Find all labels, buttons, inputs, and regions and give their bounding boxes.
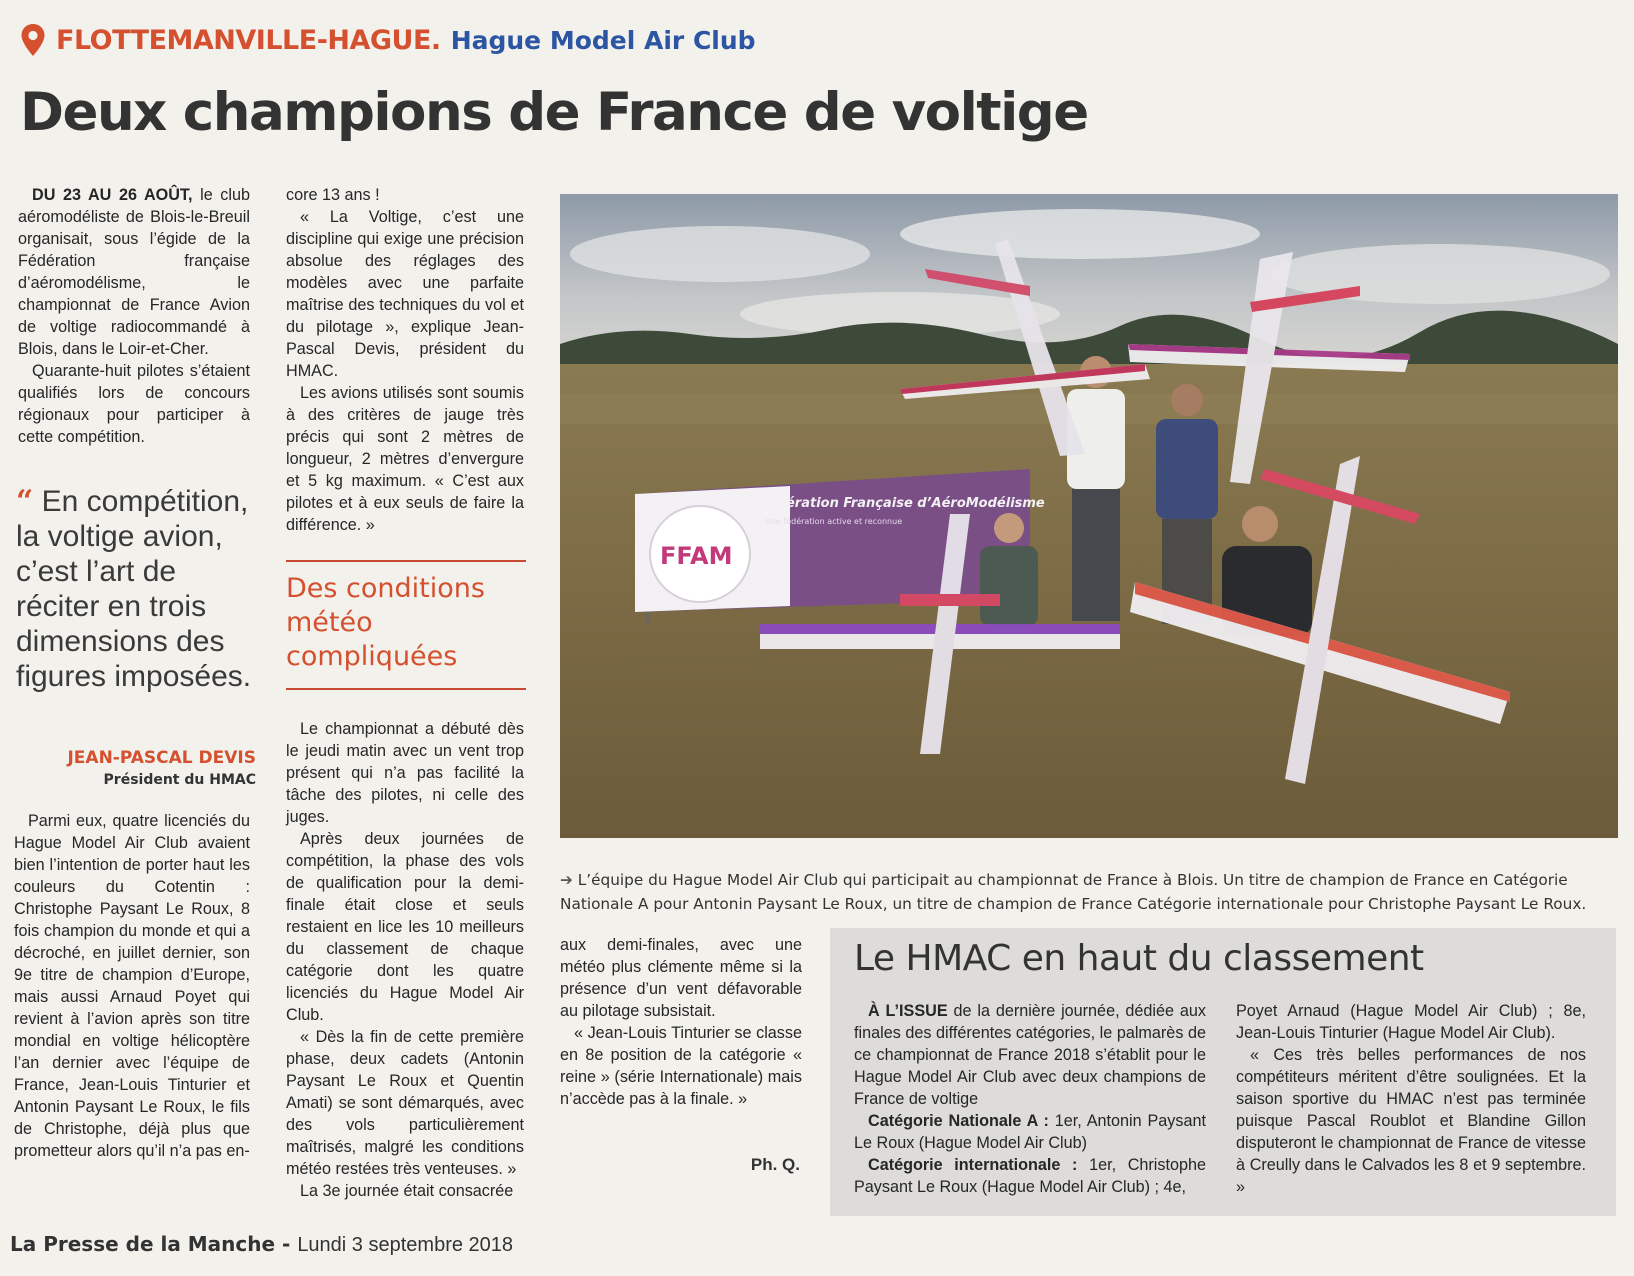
paragraph: Après deux journées de compétition, la phase des vols de qualification pour la demi-finale était close et seuls restaient en lice les 10 meilleurs du classement de chaque catégorie dont les quatre licenciés du Hague Model Air Club. [286,830,524,1024]
subheading: Des conditions météo compliquées [286,560,526,690]
location-pin-icon [20,23,46,57]
paragraph [854,1110,1206,1154]
sidebar-column-right [1236,1000,1586,1198]
quote-mark: “ [16,484,34,519]
kicker-place: FLOTTEMANVILLE-HAGUE. [56,24,441,56]
pull-quote [16,484,256,694]
paragraph [854,1154,1206,1198]
paragraph-text: de la dernière journée, dédiée aux finales des différentes catégories, le palmarès de ce championnat de France 2018 s’établit pour le Hague Model Air Club avec deux champions de France de voltige [854,1002,1206,1108]
footer-separator: - [275,1232,298,1256]
article-column-2 [286,184,524,536]
quote-author-role: Président du HMAC [103,772,256,788]
paragraph: Quarante-huit pilotes s’étaient qualifiés lors de concours régionaux pour participer à cette compétition. [18,362,250,446]
paragraph [854,1000,1206,1110]
sidebar-column-left [854,1000,1206,1198]
newspaper-name: La Presse de la Manche [10,1232,276,1256]
paragraph: Le championnat a débuté dès le jeudi matin avec un vent trop présent qui n’a pas facilité la tâche des pilotes, ni celle des juges. [286,720,524,826]
paragraph: « Jean-Louis Tinturier se classe en 8e position de la catégorie « reine » (série Internationale) mais n’accède pas à la finale. » [560,1024,802,1108]
banner-subtitle: Une fédération active et reconnue [765,517,903,526]
paragraph-text: le club aéromodéliste de Blois-le-Breuil organisait, sous l’égide de la Fédération française d’aéromodélisme, le championnat de France Avion de voltige radiocommandé à Blois, dans le Loir-et-Cher. [18,186,250,358]
article-column-1-continued [14,810,250,1162]
publication-date: Lundi 3 septembre 2018 [297,1234,514,1256]
paragraph: « Dès la fin de cette première phase, deux cadets (Antonin Paysant Le Roux et Quentin Amati) se sont démarqués, avec des vols particulièrement maîtrisés, malgré les conditions météo restées très venteuses. » [286,1028,524,1178]
category-label: Catégorie Nationale A : [868,1112,1049,1130]
paragraph: Parmi eux, quatre licenciés du Hague Model Air Club avaient bien l’intention de porter haut les couleurs du Cotentin : Christophe Paysant Le Roux, 8 fois champion du monde et qui a décroché, en juillet dernier, son 9e titre de champion d’Europe, mais aussi Arnaud Poyet qui revient à l’avion après son titre mondial en voltige hélicoptère l’an dernier avec l’équipe de France, Jean-Louis Tinturier et Antonin Paysant Le Roux, le fils de Christophe, déjà plus que prometteur alors qu’il n’a pas en- [14,812,250,1160]
kicker-club: Hague Model Air Club [450,25,756,55]
quote-text: En compétition, la voltige avion, c’est l’art de réciter en trois dimensions des figures imposées. [16,485,252,693]
sidebar-title: Le HMAC en haut du classement [854,938,1424,979]
paragraph: core 13 ans ! [286,186,380,204]
paragraph: « Ces très belles performances de nos compétiteurs méritent d’être soulignées. Et la saison sportive du HMAC n’est pas terminée puisque Pascal Roublot et Blandine Gillon disputeront le championnat de France de vitesse à Creully dans le Calvados les 8 et 9 septembre. » [1236,1046,1586,1196]
category-result: 1er, Christophe Paysant Le Roux (Hague Model Air Club) ; 4e, [854,1156,1206,1196]
photo-caption [560,868,1620,916]
article-column-1 [18,184,250,448]
section-kicker [20,20,756,60]
lead-in: À L’ISSUE [868,1002,948,1020]
page-footer [10,1232,513,1257]
article-column-2-continued [286,718,524,1202]
paragraph: « La Voltige, c’est une discipline qui exige une précision absolue des réglages des modèles avec une parfaite maîtrise des techniques du vol et du pilotage », explique Jean-Pascal Devis, président du HMAC. [286,208,524,380]
banner-logo: FFAM [660,542,733,570]
paragraph: Poyet Arnaud (Hague Model Air Club) ; 8e, Jean-Louis Tinturier (Hague Model Air Club). [1236,1002,1586,1042]
article-photo [560,194,1618,838]
paragraph: Les avions utilisés sont soumis à des critères de jauge très précis qui sont 2 mètres de longueur, 2 mètres d’envergure et 5 kg maximum. « C’est aux pilotes et à eux seuls de faire la différence. » [286,384,524,534]
quote-author: JEAN-PASCAL DEVIS [67,748,256,768]
lead-in: DU 23 AU 26 AOÛT, [32,186,193,204]
paragraph: La 3e journée était consacrée [300,1182,514,1200]
article-column-3 [560,934,802,1110]
caption-text: L’équipe du Hague Model Air Club qui participait au championnat de France à Blois. Un titre de champion de France en Catégorie Nationale A pour Antonin Paysant Le Roux, un titre de champion de France Catégorie internationale pour Christophe Paysant Le Roux. [560,871,1587,913]
category-label: Catégorie internationale : [868,1156,1078,1174]
arrow-right-icon: ➔ [560,871,573,889]
banner-title: Fédération Française d’AéroModélisme [760,496,1045,511]
author-signature: Ph. Q. [750,1155,800,1174]
category-result: 1er, Antonin Paysant Le Roux (Hague Model Air Club) [854,1112,1206,1152]
headline: Deux champions de France de voltige [20,82,1088,143]
paragraph [18,184,250,360]
paragraph: aux demi-finales, avec une météo plus clémente même si la présence d’un vent défavorable au pilotage subsistait. [560,936,802,1020]
team-photo-illustration [560,194,1618,838]
